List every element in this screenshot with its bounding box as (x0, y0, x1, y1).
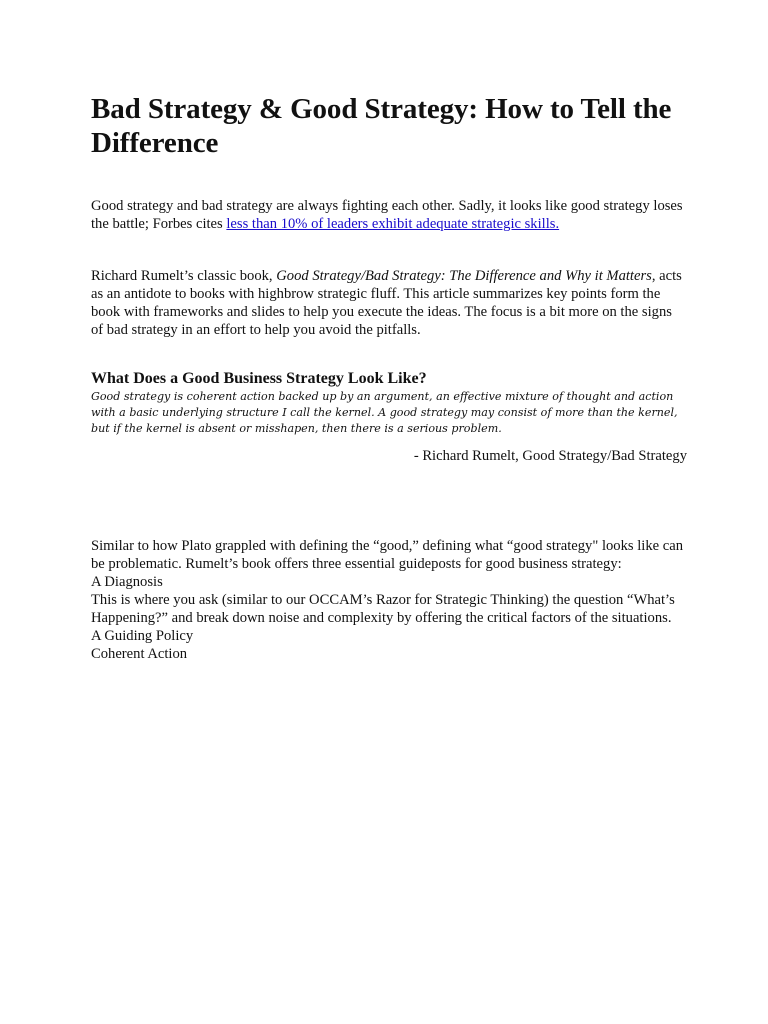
book-title: Good Strategy/Bad Strategy: The Difference and Why it Matters (276, 268, 652, 284)
guidepost-diagnosis-description: This is where you ask (similar to our OCCAM’s Razor for Strategic Thinking) the question “What’s Happening?” and break down noise and complexity by offering the critical factors of the situations. (91, 592, 675, 626)
guidepost-diagnosis: A Diagnosis (91, 574, 163, 590)
guidepost-coherent-action: Coherent Action (91, 646, 188, 662)
article-title: Bad Strategy & Good Strategy: How to Tell the Difference (91, 93, 672, 159)
para2-after: , acts as an antidote to books with highbrow strategic fluff. This article summarizes key points form the book with frameworks and slides to help you execute the ideas. The focus is a bit more on the signs of bad strategy in an effort to help you avoid the pitfalls. (91, 268, 682, 338)
quote-attribution: - Richard Rumelt, Good Strategy/Bad Strategy (413, 448, 687, 464)
guideposts-paragraph: Similar to how Plato grappled with defining the “good,” defining what “good strategy" looks like can be problematic. Rumelt’s book offers three essential guideposts for good business strategy: (91, 538, 684, 572)
document-page (91, 92, 687, 663)
rumelt-paragraph (91, 267, 687, 339)
intro-paragraph (91, 197, 687, 233)
kernel-quote: Good strategy is coherent action backed up by an argument, an effective mixture of thought and action with a basic underlying structure I call the kernel. A good strategy may consist of more than the kernel, but if the kernel is absent or misshapen, then there is a serious problem. (91, 390, 678, 435)
forbes-link[interactable]: less than 10% of leaders exhibit adequate strategic skills. (226, 216, 560, 232)
intro-text: Good strategy and bad strategy are always fighting each other. Sadly, it looks like good strategy loses the battle; Forbes cites (91, 198, 683, 232)
para2-before: Richard Rumelt’s classic book, (91, 268, 277, 284)
guidepost-guiding-policy: A Guiding Policy (91, 628, 194, 644)
section-heading: What Does a Good Business Strategy Look Like? (91, 370, 427, 387)
